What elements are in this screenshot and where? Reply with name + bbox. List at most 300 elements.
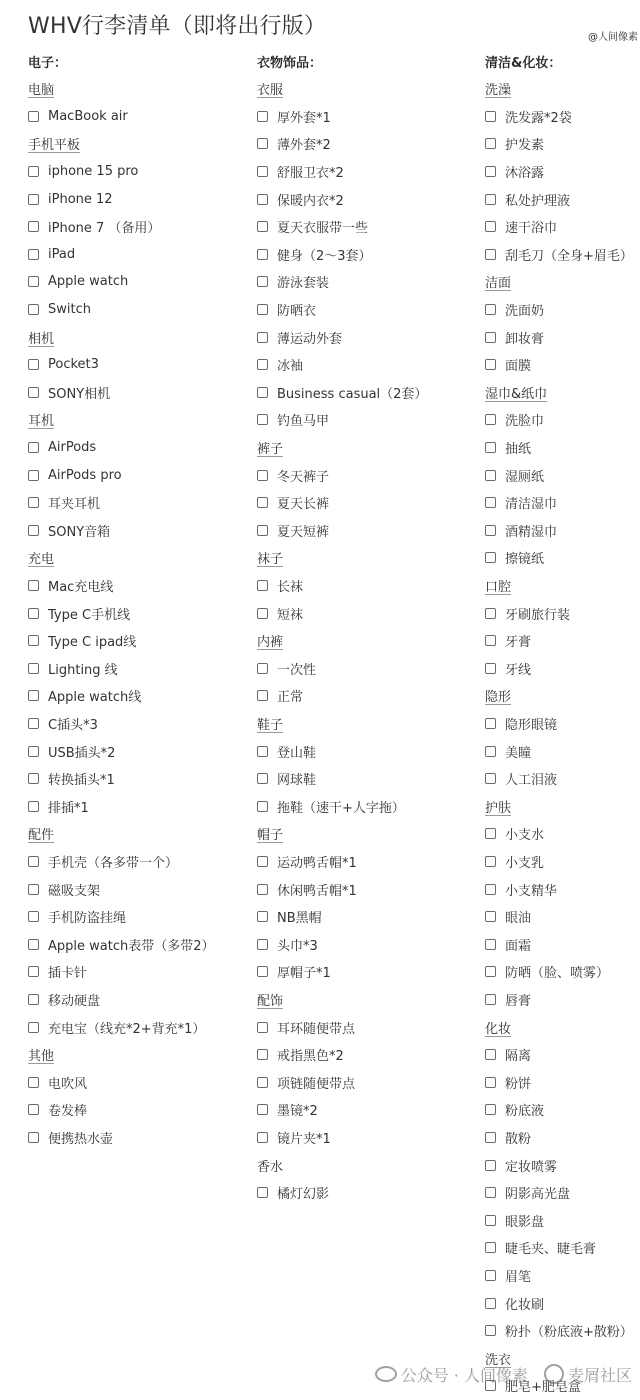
checkbox-icon[interactable] bbox=[257, 359, 268, 370]
checkbox-icon[interactable] bbox=[485, 1077, 496, 1088]
checkbox-icon[interactable] bbox=[257, 966, 268, 977]
checkbox-icon[interactable] bbox=[257, 801, 268, 812]
checkbox-icon[interactable] bbox=[485, 1160, 496, 1171]
checklist-item[interactable] bbox=[257, 1071, 355, 1093]
checkbox-icon[interactable] bbox=[28, 801, 39, 812]
row-label: 化妆 bbox=[485, 1021, 512, 1037]
section-heading bbox=[28, 78, 54, 100]
checklist-item[interactable] bbox=[28, 1126, 113, 1148]
checkbox-icon[interactable] bbox=[485, 746, 496, 757]
checkbox-icon[interactable] bbox=[257, 856, 268, 867]
row-label: iPad bbox=[48, 246, 76, 262]
checkbox-icon[interactable] bbox=[28, 580, 39, 591]
checklist-item[interactable] bbox=[485, 188, 570, 210]
checklist-item[interactable] bbox=[485, 1209, 544, 1231]
checkbox-icon[interactable] bbox=[485, 194, 496, 205]
checkbox-icon[interactable] bbox=[28, 884, 39, 895]
row-label: 保暖内衣*2 bbox=[277, 193, 344, 209]
checkbox-icon[interactable] bbox=[485, 552, 496, 563]
checklist-item[interactable] bbox=[485, 933, 531, 955]
checkbox-icon[interactable] bbox=[28, 746, 39, 757]
row-label: 镜片夹*1 bbox=[277, 1131, 331, 1147]
checkbox-icon[interactable] bbox=[28, 497, 39, 508]
row-label: Apple watch线 bbox=[48, 690, 142, 706]
checkbox-icon[interactable] bbox=[257, 1104, 268, 1115]
checkbox-icon[interactable] bbox=[485, 1215, 496, 1226]
checklist-item[interactable] bbox=[257, 933, 318, 955]
checkbox-icon[interactable] bbox=[28, 359, 39, 370]
checkbox-icon[interactable] bbox=[28, 939, 39, 950]
row-label: 墨镜*2 bbox=[277, 1104, 318, 1120]
checklist-item[interactable] bbox=[257, 906, 322, 928]
watermark-text: 公众号 · 人间像素 bbox=[400, 1365, 528, 1385]
checkbox-icon[interactable] bbox=[257, 194, 268, 205]
checklist-item[interactable] bbox=[257, 354, 303, 376]
checkbox-icon[interactable] bbox=[485, 1298, 496, 1309]
checklist-item[interactable] bbox=[28, 271, 128, 293]
row-label: 面霜 bbox=[505, 938, 532, 954]
row-label: 磁吸支架 bbox=[48, 883, 101, 899]
checklist-item[interactable] bbox=[257, 105, 331, 127]
checkbox-icon[interactable] bbox=[28, 911, 39, 922]
checklist-item[interactable] bbox=[485, 988, 531, 1010]
checklist-item[interactable] bbox=[485, 436, 531, 458]
row-label: 手机防盗挂绳 bbox=[48, 911, 127, 927]
checkbox-icon[interactable] bbox=[485, 138, 496, 149]
checkbox-icon[interactable] bbox=[28, 718, 39, 729]
checkbox-icon[interactable] bbox=[485, 663, 496, 674]
checklist-item[interactable] bbox=[28, 906, 126, 928]
checklist-item[interactable] bbox=[28, 519, 110, 541]
row-label: 配饰 bbox=[257, 993, 284, 1009]
checklist-item[interactable] bbox=[485, 961, 609, 983]
checkbox-icon[interactable] bbox=[485, 884, 496, 895]
row-label: 排插*1 bbox=[48, 800, 89, 816]
checkbox-icon[interactable] bbox=[28, 1077, 39, 1088]
checkbox-icon[interactable] bbox=[257, 221, 268, 232]
checklist-item[interactable] bbox=[485, 1182, 570, 1204]
checkbox-icon[interactable] bbox=[28, 1104, 39, 1115]
checklist-item[interactable] bbox=[257, 1099, 318, 1121]
checkbox-icon[interactable] bbox=[485, 1325, 496, 1336]
row-label: 电吹风 bbox=[48, 1076, 88, 1092]
checklist-item[interactable] bbox=[257, 795, 405, 817]
checklist-item[interactable] bbox=[257, 574, 303, 596]
checklist-item[interactable] bbox=[257, 188, 344, 210]
row-label: iPhone 7 （备用） bbox=[48, 221, 161, 237]
checkbox-icon[interactable] bbox=[28, 470, 39, 481]
checklist-item[interactable] bbox=[257, 160, 344, 182]
checkbox-icon[interactable] bbox=[485, 497, 496, 508]
row-label: 衣物饰品： bbox=[257, 55, 323, 71]
checkbox-icon[interactable] bbox=[257, 138, 268, 149]
row-label: 冬天裤子 bbox=[277, 469, 330, 485]
checklist-item[interactable] bbox=[485, 160, 544, 182]
checkbox-icon[interactable] bbox=[485, 304, 496, 315]
checklist-item[interactable] bbox=[257, 768, 316, 790]
watermark-community: 麦屑社区 bbox=[567, 1365, 632, 1385]
checkbox-icon[interactable] bbox=[485, 1187, 496, 1198]
checklist-item[interactable] bbox=[28, 1099, 87, 1121]
checklist-item[interactable] bbox=[28, 243, 75, 265]
checklist-item[interactable] bbox=[257, 961, 331, 983]
checklist-item[interactable] bbox=[485, 1292, 544, 1314]
section-heading bbox=[485, 381, 547, 403]
row-label: 手机壳（各多带一个） bbox=[48, 855, 179, 871]
checkbox-icon[interactable] bbox=[257, 690, 268, 701]
checklist-item[interactable] bbox=[485, 878, 557, 900]
row-label: 运动鸭舌帽*1 bbox=[277, 855, 357, 871]
checkbox-icon[interactable] bbox=[485, 1242, 496, 1253]
checklist-item[interactable] bbox=[257, 409, 329, 431]
checkbox-icon[interactable] bbox=[257, 1049, 268, 1060]
checklist-item[interactable] bbox=[28, 381, 110, 403]
checklist-item[interactable] bbox=[28, 961, 87, 983]
checklist-item[interactable] bbox=[257, 657, 316, 679]
checkbox-icon[interactable] bbox=[28, 856, 39, 867]
checkbox-icon[interactable] bbox=[257, 166, 268, 177]
checklist-item[interactable] bbox=[485, 464, 544, 486]
row-label: 睫毛夹、睫毛膏 bbox=[505, 1242, 597, 1258]
checklist-item[interactable] bbox=[485, 326, 544, 348]
checkbox-icon[interactable] bbox=[28, 966, 39, 977]
checkbox-icon[interactable] bbox=[257, 1077, 268, 1088]
checkbox-icon[interactable] bbox=[257, 911, 268, 922]
checkbox-icon[interactable] bbox=[485, 635, 496, 646]
checkbox-icon[interactable] bbox=[485, 718, 496, 729]
checklist-item[interactable] bbox=[485, 712, 557, 734]
checkbox-icon[interactable] bbox=[28, 635, 39, 646]
checkbox-icon[interactable] bbox=[28, 221, 39, 232]
checkbox-icon[interactable] bbox=[485, 1132, 496, 1143]
checkbox-icon[interactable] bbox=[257, 387, 268, 398]
checklist-item[interactable] bbox=[485, 1044, 531, 1066]
checklist-item[interactable] bbox=[28, 768, 115, 790]
checklist-item[interactable] bbox=[485, 216, 557, 238]
section-heading bbox=[28, 823, 54, 845]
section-heading bbox=[28, 409, 54, 431]
checklist-item[interactable] bbox=[485, 906, 531, 928]
checkbox-icon[interactable] bbox=[485, 111, 496, 122]
checkbox-icon[interactable] bbox=[485, 1270, 496, 1281]
checkbox-icon[interactable] bbox=[28, 442, 39, 453]
checkbox-icon[interactable] bbox=[485, 939, 496, 950]
checklist-item[interactable] bbox=[485, 823, 544, 845]
row-label: 休闲鸭舌帽*1 bbox=[277, 883, 357, 899]
checklist-item[interactable] bbox=[257, 685, 303, 707]
checkbox-icon[interactable] bbox=[485, 773, 496, 784]
checklist-item[interactable] bbox=[485, 1071, 531, 1093]
row-label: 钓鱼马甲 bbox=[277, 414, 330, 430]
checkbox-icon[interactable] bbox=[257, 332, 268, 343]
checkbox-icon[interactable] bbox=[485, 166, 496, 177]
checkbox-icon[interactable] bbox=[485, 249, 496, 260]
checklist-item[interactable] bbox=[485, 298, 544, 320]
section-heading bbox=[485, 574, 511, 596]
checkbox-icon[interactable] bbox=[485, 1049, 496, 1060]
section-heading bbox=[257, 436, 283, 458]
row-label: 定妆喷雾 bbox=[505, 1159, 558, 1175]
checklist-item[interactable] bbox=[28, 933, 215, 955]
checkbox-icon[interactable] bbox=[257, 608, 268, 619]
row-label: 帽子 bbox=[257, 828, 284, 844]
checklist-item[interactable] bbox=[485, 630, 531, 652]
row-label: 清洁&化妆： bbox=[485, 55, 562, 71]
checkbox-icon[interactable] bbox=[28, 249, 39, 260]
row-label: 拖鞋（速干+人字拖） bbox=[277, 800, 405, 816]
row-label: 防晒（脸、喷雾） bbox=[505, 966, 610, 982]
checklist-item[interactable] bbox=[257, 850, 357, 872]
row-label: 私处护理液 bbox=[505, 193, 571, 209]
checkbox-icon[interactable] bbox=[485, 470, 496, 481]
row-label: 洁面 bbox=[485, 276, 512, 292]
checklist-item[interactable] bbox=[485, 409, 544, 431]
checklist-item[interactable] bbox=[28, 492, 100, 514]
row-label: 短袜 bbox=[277, 607, 304, 623]
wechat-icon bbox=[375, 1366, 397, 1382]
checkbox-icon[interactable] bbox=[257, 249, 268, 260]
row-label: 移动硬盘 bbox=[48, 993, 101, 1009]
checkbox-icon[interactable] bbox=[485, 332, 496, 343]
checkbox-icon[interactable] bbox=[257, 1132, 268, 1143]
row-label: 耳机 bbox=[28, 414, 55, 430]
checklist-item[interactable] bbox=[485, 1126, 531, 1148]
checkbox-icon[interactable] bbox=[28, 304, 39, 315]
checklist-item[interactable] bbox=[28, 795, 89, 817]
checklist-item[interactable] bbox=[257, 519, 329, 541]
row-label: 化妆刷 bbox=[505, 1297, 545, 1313]
checklist-item[interactable] bbox=[257, 1016, 355, 1038]
category-heading bbox=[28, 50, 67, 72]
checkbox-icon[interactable] bbox=[485, 608, 496, 619]
checklist-item[interactable] bbox=[28, 850, 178, 872]
checkbox-icon[interactable] bbox=[485, 994, 496, 1005]
row-label: 袜子 bbox=[257, 552, 284, 568]
checklist-item[interactable] bbox=[28, 602, 130, 624]
checklist-item[interactable] bbox=[485, 657, 531, 679]
checklist-item[interactable] bbox=[257, 1182, 329, 1204]
community-logo-icon bbox=[544, 1364, 564, 1384]
checklist-item[interactable] bbox=[28, 740, 115, 762]
checkbox-icon[interactable] bbox=[257, 746, 268, 757]
row-label: 转换插头*1 bbox=[48, 773, 115, 789]
checkbox-icon[interactable] bbox=[257, 1022, 268, 1033]
row-label: 电子： bbox=[28, 55, 68, 71]
checklist-item[interactable] bbox=[485, 492, 557, 514]
row-label: 配件 bbox=[28, 828, 55, 844]
row-label: 防晒衣 bbox=[277, 303, 317, 319]
checkbox-icon[interactable] bbox=[485, 221, 496, 232]
checkbox-icon[interactable] bbox=[485, 966, 496, 977]
checklist-item[interactable] bbox=[485, 1099, 544, 1121]
checklist-item[interactable] bbox=[28, 105, 128, 127]
checkbox-icon[interactable] bbox=[257, 304, 268, 315]
row-label: AirPods bbox=[48, 439, 97, 455]
row-label: 擦镜纸 bbox=[505, 552, 545, 568]
checklist-item[interactable] bbox=[257, 1044, 344, 1066]
checkbox-icon[interactable] bbox=[28, 690, 39, 701]
checklist-item[interactable] bbox=[28, 988, 100, 1010]
checkbox-icon[interactable] bbox=[28, 608, 39, 619]
checklist-item[interactable] bbox=[28, 1071, 87, 1093]
row-label: Apple watch表带（多带2） bbox=[48, 938, 215, 954]
checklist-item[interactable] bbox=[257, 326, 342, 348]
row-label: Type C ipad线 bbox=[48, 635, 137, 651]
checkbox-icon[interactable] bbox=[28, 994, 39, 1005]
checklist-item[interactable] bbox=[485, 850, 544, 872]
checkbox-icon[interactable] bbox=[485, 911, 496, 922]
watermark bbox=[375, 1352, 632, 1396]
checkbox-icon[interactable] bbox=[257, 884, 268, 895]
checkbox-icon[interactable] bbox=[485, 359, 496, 370]
checkbox-icon[interactable] bbox=[485, 414, 496, 425]
row-label: 粉扑（粉底液+散粉） bbox=[505, 1325, 633, 1341]
category-heading bbox=[485, 50, 561, 72]
row-label: 卸妆膏 bbox=[505, 331, 545, 347]
checklist-item[interactable] bbox=[28, 878, 100, 900]
row-label: 香水 bbox=[257, 1159, 284, 1175]
checklist-item[interactable] bbox=[485, 354, 531, 376]
row-label: 沐浴露 bbox=[505, 165, 545, 181]
checklist-item[interactable] bbox=[28, 188, 113, 210]
checkbox-icon[interactable] bbox=[257, 414, 268, 425]
checklist-item[interactable] bbox=[28, 160, 138, 182]
checkbox-icon[interactable] bbox=[257, 497, 268, 508]
checklist-item[interactable] bbox=[28, 354, 99, 376]
row-label: 口腔 bbox=[485, 579, 512, 595]
checkbox-icon[interactable] bbox=[257, 939, 268, 950]
row-label: 美瞳 bbox=[505, 745, 532, 761]
checkbox-icon[interactable] bbox=[257, 111, 268, 122]
row-label: 头巾*3 bbox=[277, 938, 318, 954]
checkbox-icon[interactable] bbox=[485, 828, 496, 839]
checklist-item[interactable] bbox=[257, 1126, 331, 1148]
checklist-item[interactable] bbox=[485, 133, 544, 155]
row-label: 洗面奶 bbox=[505, 303, 545, 319]
row-label: 洗澡 bbox=[485, 83, 512, 99]
checkbox-icon[interactable] bbox=[485, 1104, 496, 1115]
row-label: 游泳套装 bbox=[277, 276, 330, 292]
checklist-item[interactable] bbox=[485, 1320, 633, 1342]
checklist-item[interactable] bbox=[28, 298, 91, 320]
checklist-item[interactable] bbox=[257, 878, 357, 900]
checklist-item[interactable] bbox=[257, 271, 329, 293]
checklist-item[interactable] bbox=[485, 1237, 596, 1259]
section-heading bbox=[257, 630, 283, 652]
checklist-item[interactable] bbox=[28, 712, 98, 734]
checkbox-icon[interactable] bbox=[485, 856, 496, 867]
section-heading bbox=[485, 795, 511, 817]
checklist-item[interactable] bbox=[485, 740, 531, 762]
row-label: 夏天衣服带一些 bbox=[277, 221, 369, 237]
checkbox-icon[interactable] bbox=[257, 663, 268, 674]
row-label: 速干浴巾 bbox=[505, 221, 558, 237]
row-label: 夏天长裤 bbox=[277, 497, 330, 513]
row-label: 酒精湿巾 bbox=[505, 524, 558, 540]
checkbox-icon[interactable] bbox=[28, 663, 39, 674]
row-label: 小支精华 bbox=[505, 883, 558, 899]
category-heading bbox=[257, 50, 322, 72]
checklist-item[interactable] bbox=[257, 243, 372, 265]
row-label: 冰袖 bbox=[277, 359, 304, 375]
checklist-item[interactable] bbox=[485, 1154, 557, 1176]
row-label: 眼油 bbox=[505, 911, 532, 927]
checkbox-icon[interactable] bbox=[28, 194, 39, 205]
row-label: 护肤 bbox=[485, 800, 512, 816]
checklist-item[interactable] bbox=[257, 492, 329, 514]
row-label: Type C手机线 bbox=[48, 607, 131, 623]
checklist-item[interactable] bbox=[485, 768, 557, 790]
checkbox-icon[interactable] bbox=[485, 442, 496, 453]
row-label: 内裤 bbox=[257, 635, 284, 651]
checklist-item[interactable] bbox=[28, 574, 113, 596]
row-label: 湿厕纸 bbox=[505, 469, 545, 485]
row-label: 湿巾&纸巾 bbox=[485, 386, 548, 402]
row-label: 舒服卫衣*2 bbox=[277, 165, 344, 181]
row-label: 肥皂+肥皂盒 bbox=[505, 1380, 581, 1396]
checkbox-icon[interactable] bbox=[28, 773, 39, 784]
checkbox-icon[interactable] bbox=[28, 276, 39, 287]
checklist-item[interactable] bbox=[28, 436, 96, 458]
checklist-item[interactable] bbox=[485, 105, 572, 127]
checklist-item[interactable] bbox=[28, 685, 141, 707]
page-title: WHV行李清单（即将出行版） bbox=[28, 14, 327, 39]
checklist-item[interactable] bbox=[485, 1264, 531, 1286]
row-label: 一次性 bbox=[277, 662, 317, 678]
checklist-item[interactable] bbox=[485, 602, 570, 624]
row-label: 充电宝（线充*2+背充*1） bbox=[48, 1021, 206, 1037]
checklist-item[interactable] bbox=[28, 630, 136, 652]
checkbox-icon[interactable] bbox=[257, 525, 268, 536]
checklist-item[interactable] bbox=[257, 133, 331, 155]
row-label: 卷发棒 bbox=[48, 1104, 88, 1120]
checklist-item[interactable] bbox=[257, 602, 303, 624]
checklist-item[interactable] bbox=[485, 547, 544, 569]
checkbox-icon[interactable] bbox=[257, 470, 268, 481]
row-label: 健身（2～3套） bbox=[277, 248, 372, 264]
checkbox-icon[interactable] bbox=[257, 276, 268, 287]
checklist-item[interactable] bbox=[257, 740, 316, 762]
row-label: 牙刷旅行装 bbox=[505, 607, 571, 623]
section-heading bbox=[257, 823, 283, 845]
checklist-item[interactable] bbox=[257, 381, 427, 403]
checklist-item[interactable] bbox=[485, 243, 633, 265]
checkbox-icon[interactable] bbox=[485, 525, 496, 536]
checklist-item[interactable] bbox=[257, 216, 368, 238]
row-label: 散粉 bbox=[505, 1131, 532, 1147]
checklist-item[interactable] bbox=[28, 1016, 205, 1038]
checkbox-icon[interactable] bbox=[28, 166, 39, 177]
checkbox-icon[interactable] bbox=[28, 525, 39, 536]
checklist-item[interactable] bbox=[257, 464, 329, 486]
section-heading bbox=[28, 326, 54, 348]
checklist-item[interactable] bbox=[28, 657, 118, 679]
checklist-item[interactable] bbox=[257, 298, 316, 320]
checkbox-icon[interactable] bbox=[257, 773, 268, 784]
checkbox-icon[interactable] bbox=[28, 1022, 39, 1033]
row-label: 夏天短裤 bbox=[277, 524, 330, 540]
checklist-item[interactable] bbox=[485, 519, 557, 541]
checkbox-icon[interactable] bbox=[28, 387, 39, 398]
checklist-item[interactable] bbox=[28, 464, 122, 486]
checkbox-icon[interactable] bbox=[257, 580, 268, 591]
checkbox-icon[interactable] bbox=[28, 111, 39, 122]
checkbox-icon[interactable] bbox=[28, 1132, 39, 1143]
section-heading bbox=[28, 1044, 54, 1066]
row-label: 清洁湿巾 bbox=[505, 497, 558, 513]
checklist-item[interactable] bbox=[28, 216, 160, 238]
checkbox-icon[interactable] bbox=[257, 1187, 268, 1198]
